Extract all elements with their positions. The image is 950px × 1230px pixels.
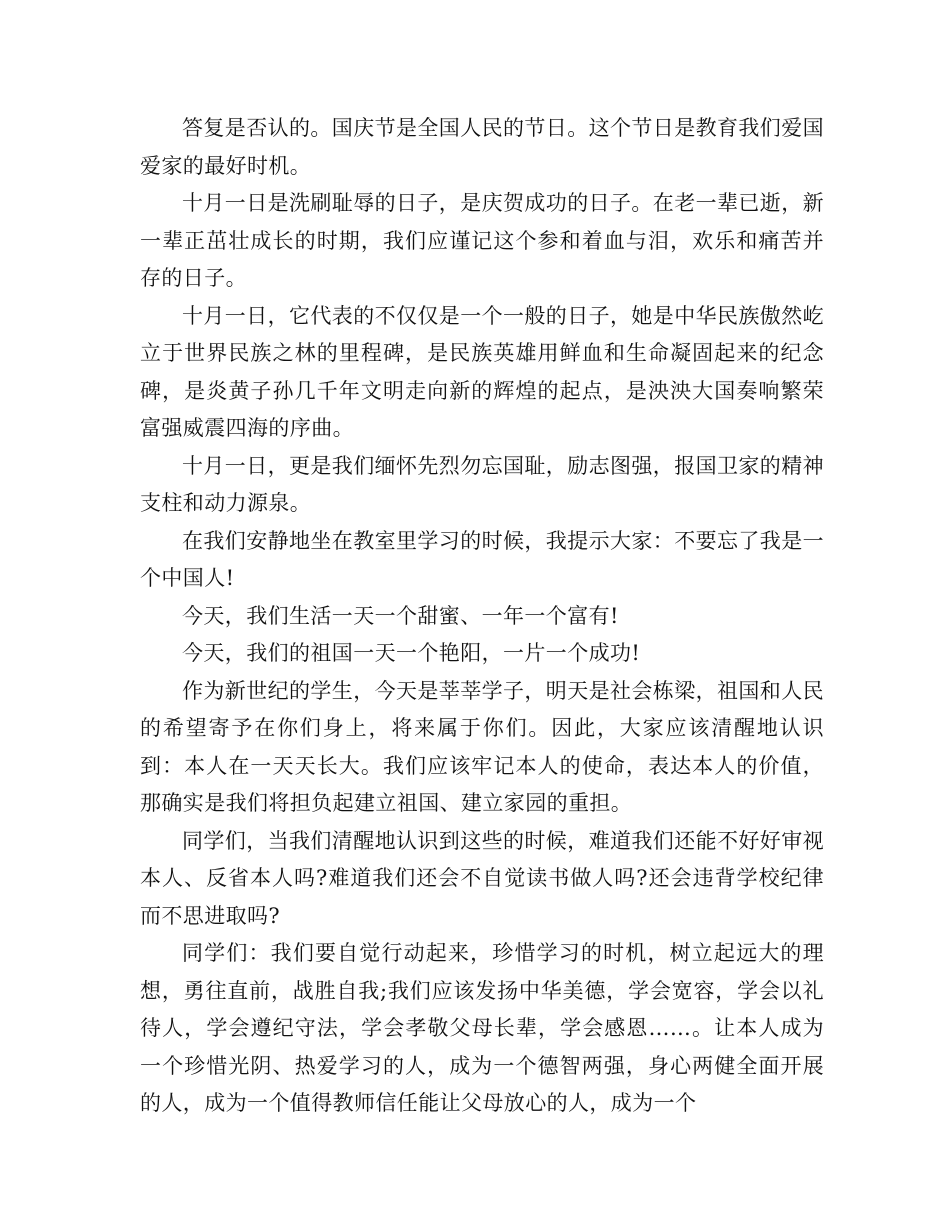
paragraph: 答复是否认的。国庆节是全国人民的节日。这个节日是教育我们爱国爱家的最好时机。 bbox=[140, 116, 824, 178]
paragraph: 十月一日是洗刷耻辱的日子，是庆贺成功的日子。在老一辈已逝，新一辈正茁壮成长的时期，我们应谨记这个参和着血与泪，欢乐和痛苦并存的日子。 bbox=[140, 191, 824, 290]
paragraph: 十月一日，更是我们缅怀先烈勿忘国耻，励志图强，报国卫家的精神支柱和动力源泉。 bbox=[140, 453, 824, 515]
paragraph: 作为新世纪的学生，今天是莘莘学子，明天是社会栋梁，祖国和人民的希望寄予在你们身上，将来属于你们。因此，大家应该清醒地认识到：本人在一天天长大。我们应该牢记本人的使命，表达本人的价值，那确实是我们将担负起建立祖国、建立家园的重担。 bbox=[140, 678, 824, 815]
paragraph: 今天，我们生活一天一个甜蜜、一年一个富有! bbox=[182, 603, 619, 628]
document-body bbox=[140, 110, 824, 1123]
paragraph: 今天，我们的祖国一天一个艳阳，一片一个成功! bbox=[182, 641, 641, 665]
paragraph: 在我们安静地坐在教室里学习的时候，我提示大家：不要忘了我是一个中国人! bbox=[140, 528, 824, 590]
paragraph: 同学们：我们要自觉行动起来，珍惜学习的时机，树立起远大的理想，勇往直前，战胜自我;我们应该发扬中华美德，学会宽容，学会以礼待人，学会遵纪守法，学会孝敬父母长辈，学会感恩……。让本人成为一个珍惜光阴、热爱学习的人，成为一个德智两强，身心两健全面开展的人，成为一个值得教师信任能让父母放心的人，成为一个 bbox=[140, 941, 824, 1115]
paragraph: 同学们，当我们清醒地认识到这些的时候，难道我们还能不好好审视本人、反省本人吗?难道我们还会不自觉读书做人吗?还会违背学校纪律而不思进取吗? bbox=[140, 828, 824, 928]
paragraph: 十月一日，它代表的不仅仅是一个一般的日子，她是中华民族傲然屹立于世界民族之林的里程碑，是民族英雄用鲜血和生命凝固起来的纪念碑，是炎黄子孙几千年文明走向新的辉煌的起点，是泱泱大国奏响繁荣富强威震四海的序曲。 bbox=[140, 303, 824, 440]
